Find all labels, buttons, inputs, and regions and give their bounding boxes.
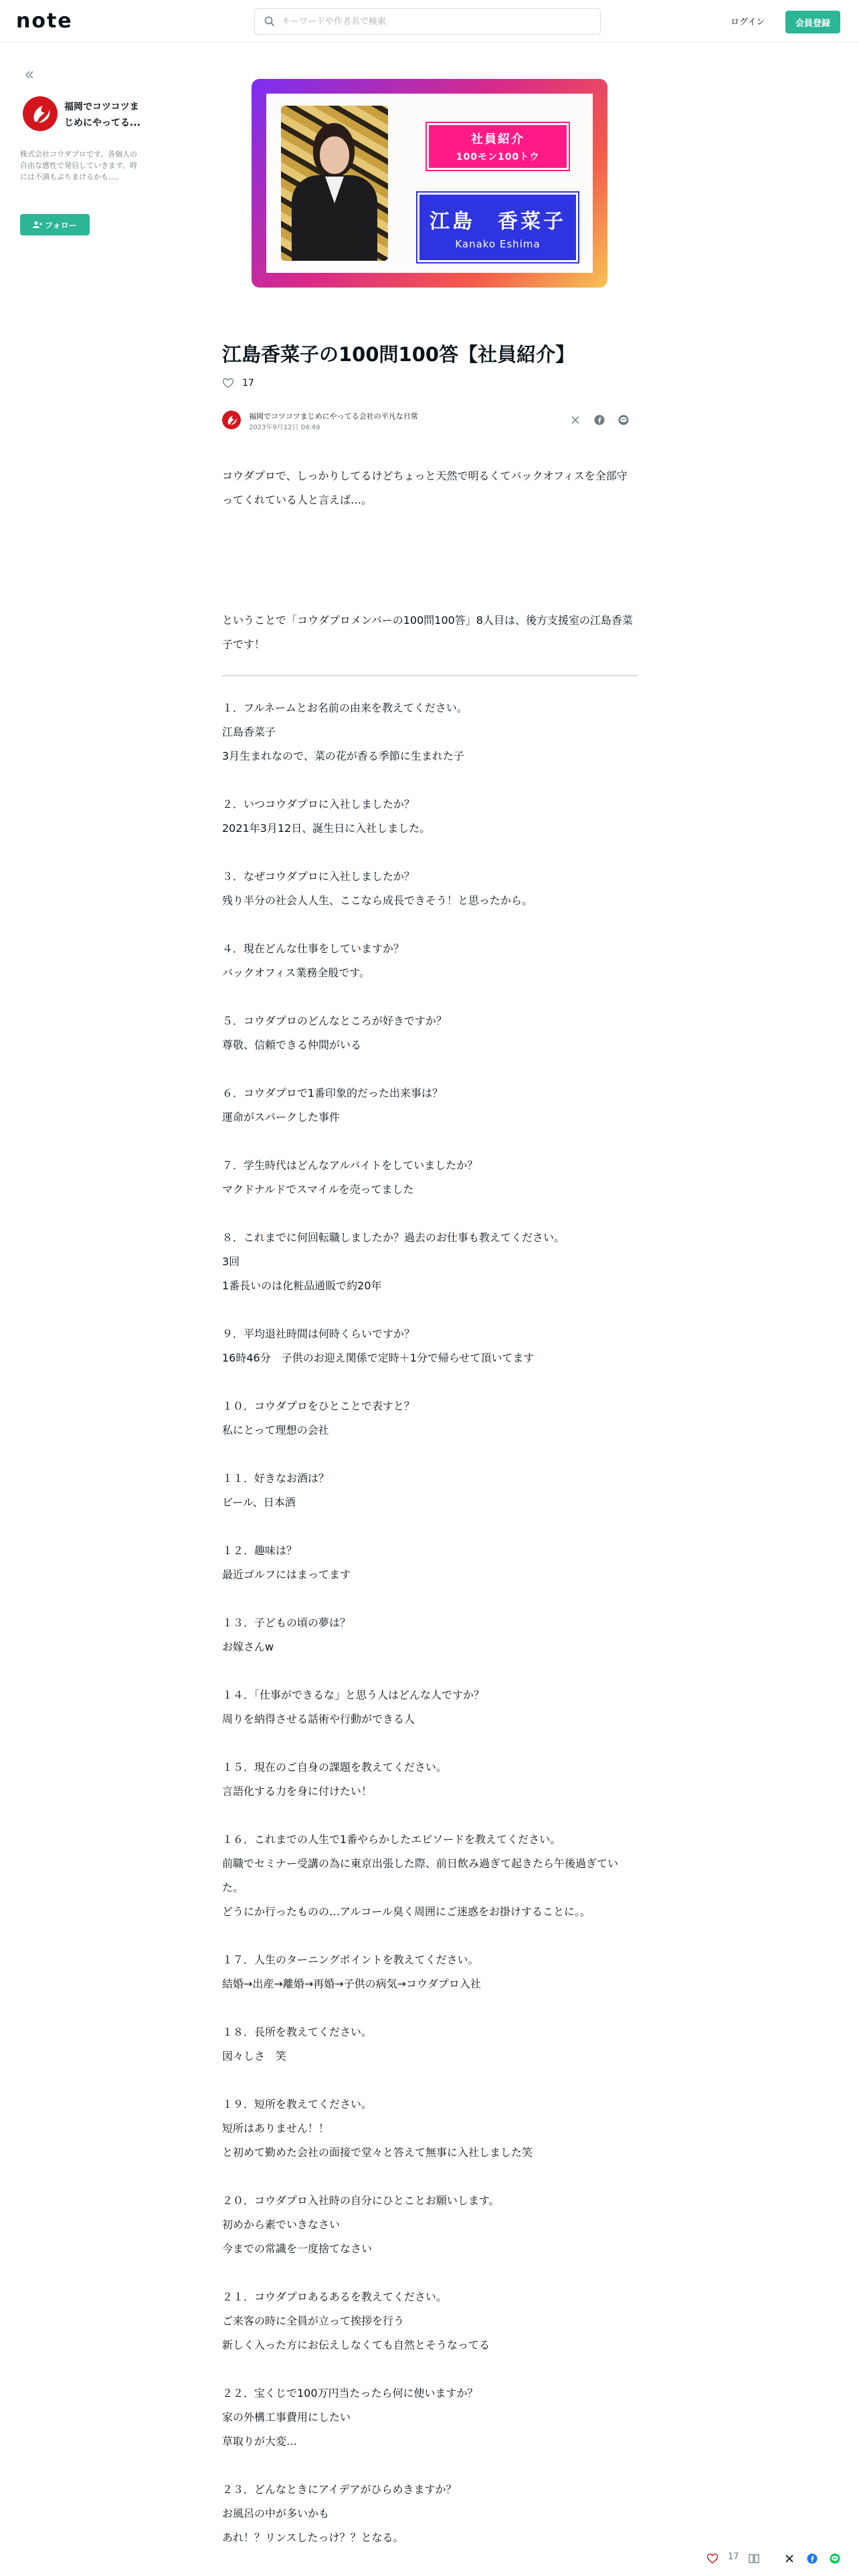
qa-item [222,792,637,841]
qa-item [222,1539,637,1587]
intro-tag-title: 社員紹介 [471,132,524,146]
question: １２．趣味は？ [222,1544,298,1557]
qa-item [222,1683,637,1731]
creator-name[interactable]: 福岡でコツコツまじめにやってる... [64,102,140,128]
answer-line: 家の外構工事費用にしたい [222,2411,351,2424]
question: ２．いつコウダプロに入社しましたか？ [222,798,415,811]
question: １５．現在のご自身の課題を教えてください。 [222,1761,448,1774]
creator-avatar[interactable] [23,96,58,131]
qa-item [222,937,637,985]
question: ２１．コウダプロあるあるを教えてください。 [222,2290,447,2303]
qa-item [222,1154,637,1202]
question: １３．子どもの頃の夢は？ [222,1616,351,1629]
line-share-icon[interactable] [618,415,629,425]
facebook-share-icon[interactable] [807,2553,818,2564]
question: １０．コウダプロをひとことで表すと？ [222,1400,415,1412]
answer-line: 2021年3月12日、誕生日に入社しました。 [222,822,431,835]
follow-label: フォロー [45,220,77,230]
answer-line: 初めから素でいきなさい [222,2218,341,2231]
search-input[interactable] [282,9,589,34]
answer-line: 今までの常識を一度捨てなさい [222,2242,373,2255]
creator-logo-icon [23,96,58,131]
answer-line: ご来客の時に全員が立って挨拶を行う [222,2315,405,2327]
qa-item [222,1467,637,1515]
answer-line: どうにか行ったものの…アルコール臭く周囲にご迷惑をお掛けすることに。。 [222,1905,591,1918]
answer-line: あれ！？リンスしたっけ？？となる。 [222,2531,404,2544]
qa-item [222,696,637,768]
question: ８．これまでに何回転職しましたか？過去のお仕事も教えてください。 [222,1231,565,1244]
question: １６．これまでの人生で1番やらかしたエピソードを教えてください。 [222,1833,561,1846]
qa-item [222,1322,637,1370]
answer-line: 短所はありません！！ [222,2122,330,2135]
answer-line: 新しく入った方にお伝えしなくても自然とそうなってる [222,2339,490,2351]
intro-paragraph: ということで「コウダプロメンバーの100問100答」8人目は、後方支援室の江島香菜子です！ [222,614,633,651]
qa-item [222,1226,637,1298]
author-name[interactable]: 福岡でコツコツまじめにやってる会社の平凡な日常 [249,412,418,421]
answer-line: 1番長いのは化粧品通販で約20年 [222,1279,382,1292]
answer-line: ビール、日本酒 [222,1496,296,1509]
floating-action-bar [704,2547,859,2571]
answer-line: マクドナルドでスマイルを売ってました [222,1183,414,1196]
like-count[interactable]: 17 [242,378,254,389]
portrait-photo [281,106,388,261]
article-body [222,464,637,2574]
search-icon [264,16,275,27]
question: １．フルネームとお名前の由来を教えてください。 [222,702,468,714]
eyecatch-image [252,79,607,288]
question: １４．「仕事ができるな」と思う人はどんな人ですか？ [222,1689,485,1701]
qa-item [222,1948,637,1996]
name-plate-english: Kanako Eshima [455,238,541,250]
intro-tag [427,123,569,170]
qa-item [222,1081,637,1130]
question: ２２．宝くじで100万円当たったら何に使いますか？ [222,2387,478,2399]
facebook-share-icon[interactable] [594,415,605,425]
answer-line: 結婚→出産→離婚→再婚→子供の病気→コウダプロ入社 [222,1977,481,1990]
question: ４．現在どんな仕事をしていますか？ [222,942,405,955]
answer-line: 3月生まれなので、菜の花が香る季節に生まれた子 [222,750,464,762]
qa-item [222,1755,637,1804]
magazine-icon[interactable] [748,2553,760,2565]
answer-line: バックオフィス業務全般です。 [222,966,370,979]
qa-list [222,696,637,2550]
divider [222,675,637,676]
floating-like-count[interactable]: 17 [728,2552,739,2562]
qa-item [222,2092,637,2165]
qa-item [222,865,637,913]
answer-line: 言語化する力を身に付けたい！ [222,1785,373,1798]
answer-line: 最近ゴルフにはまってます [222,1568,351,1581]
question: ５．コウダプロのどんなところが好きですか？ [222,1014,447,1027]
qa-item [222,2478,637,2550]
qa-item [222,2020,637,2068]
qa-item [222,1009,637,1057]
x-share-icon[interactable] [784,2553,795,2564]
answer-line: 前職でセミナー受講の為に東京出張した際、前日飲み過ぎて起きたら午後過ぎていた。 [222,1857,619,1894]
answer-line: 3回 [222,1255,240,1268]
qa-item [222,1611,637,1659]
answer-line: 16時46分 子供のお迎え関係で定時＋1分で帰らせて頂いてます [222,1352,535,1364]
answer-line: 草取りが大変… [222,2435,298,2448]
qa-item [222,1828,637,1924]
article [222,340,637,2544]
login-link[interactable]: ログイン [731,17,765,27]
note-logo[interactable]: note [16,9,73,33]
answer-line: と初めて勤めた会社の面接で堂々と答えて無事に入社しました笑 [222,2146,533,2159]
author-avatar[interactable] [222,411,241,429]
answer-line: 残り半分の社会人人生、ここなら成長できそう！と思ったから。 [222,894,533,907]
article-title: 江島香菜子の100問100答【社員紹介】 [222,343,575,366]
question: １９．短所を教えてください。 [222,2098,373,2111]
x-share-icon[interactable] [570,415,581,425]
author-logo-icon [222,411,241,429]
question: ６．コウダプロで1番印象的だった出来事は？ [222,1087,444,1099]
site-header [0,0,859,43]
answer-line: 周りを納得させる話術や行動ができる人 [222,1713,415,1725]
answer-line: 運命がスパークした事件 [222,1111,341,1123]
answer-line: お風呂の中が多いかも [222,2507,330,2520]
heart-icon[interactable] [706,2553,719,2565]
author-row [222,407,637,433]
qa-item [222,2189,637,2261]
name-plate-japanese: 江島 香菜子 [430,210,566,233]
answer-line: お嫁さんw [222,1640,274,1653]
like-area[interactable] [222,377,254,389]
answer-line: 私にとって理想の会社 [222,1424,329,1436]
search-box[interactable] [254,8,601,35]
question: １８．長所を教えてください。 [222,2026,373,2038]
qa-item [222,2381,637,2454]
signup-button[interactable]: 会員登録 [785,11,840,33]
question: ２０．コウダプロ入社時の自分にひとことお願いします。 [222,2194,500,2207]
qa-item [222,1394,637,1442]
answer-line: 尊敬、信頼できる仲間がいる [222,1039,362,1051]
qa-item [222,2285,637,2357]
post-date: 2023年9月12日 04:49 [249,424,320,431]
answer-line: 江島香菜子 [222,726,276,738]
add-user-icon [33,221,42,229]
question: ９．平均退社時間は何時くらいですか？ [222,1327,415,1340]
name-plate [417,193,578,262]
heart-icon[interactable] [222,377,234,389]
question: ３．なぜコウダプロに入社しましたか？ [222,870,415,883]
eyecatch-canvas [266,94,593,273]
question: ７．学生時代はどんなアルバイトをしていましたか？ [222,1159,478,1172]
intro-tag-subtitle: 100モン100トウ [456,152,540,163]
creator-description: 株式会社コウダプロです。各個人の自由な感性で発信していきます。時には不満もぶちまけるかも…。 [20,150,138,181]
intro-paragraph: コウダプロで、しっかりしてるけどちょっと天然で明るくてバックオフィスを全部守ってくれている人と言えば…。 [222,469,628,506]
question: ２３．どんなときにアイデアがひらめきますか？ [222,2483,457,2496]
answer-line: 図々しさ 笑 [222,2050,287,2062]
question: １７．人生のターニングポイントを教えてください。 [222,1953,479,1966]
follow-button[interactable] [20,214,90,235]
double-chevron-left-icon[interactable] [24,70,35,80]
line-share-icon[interactable] [830,2553,840,2564]
question: １１．好きなお酒は？ [222,1472,330,1485]
